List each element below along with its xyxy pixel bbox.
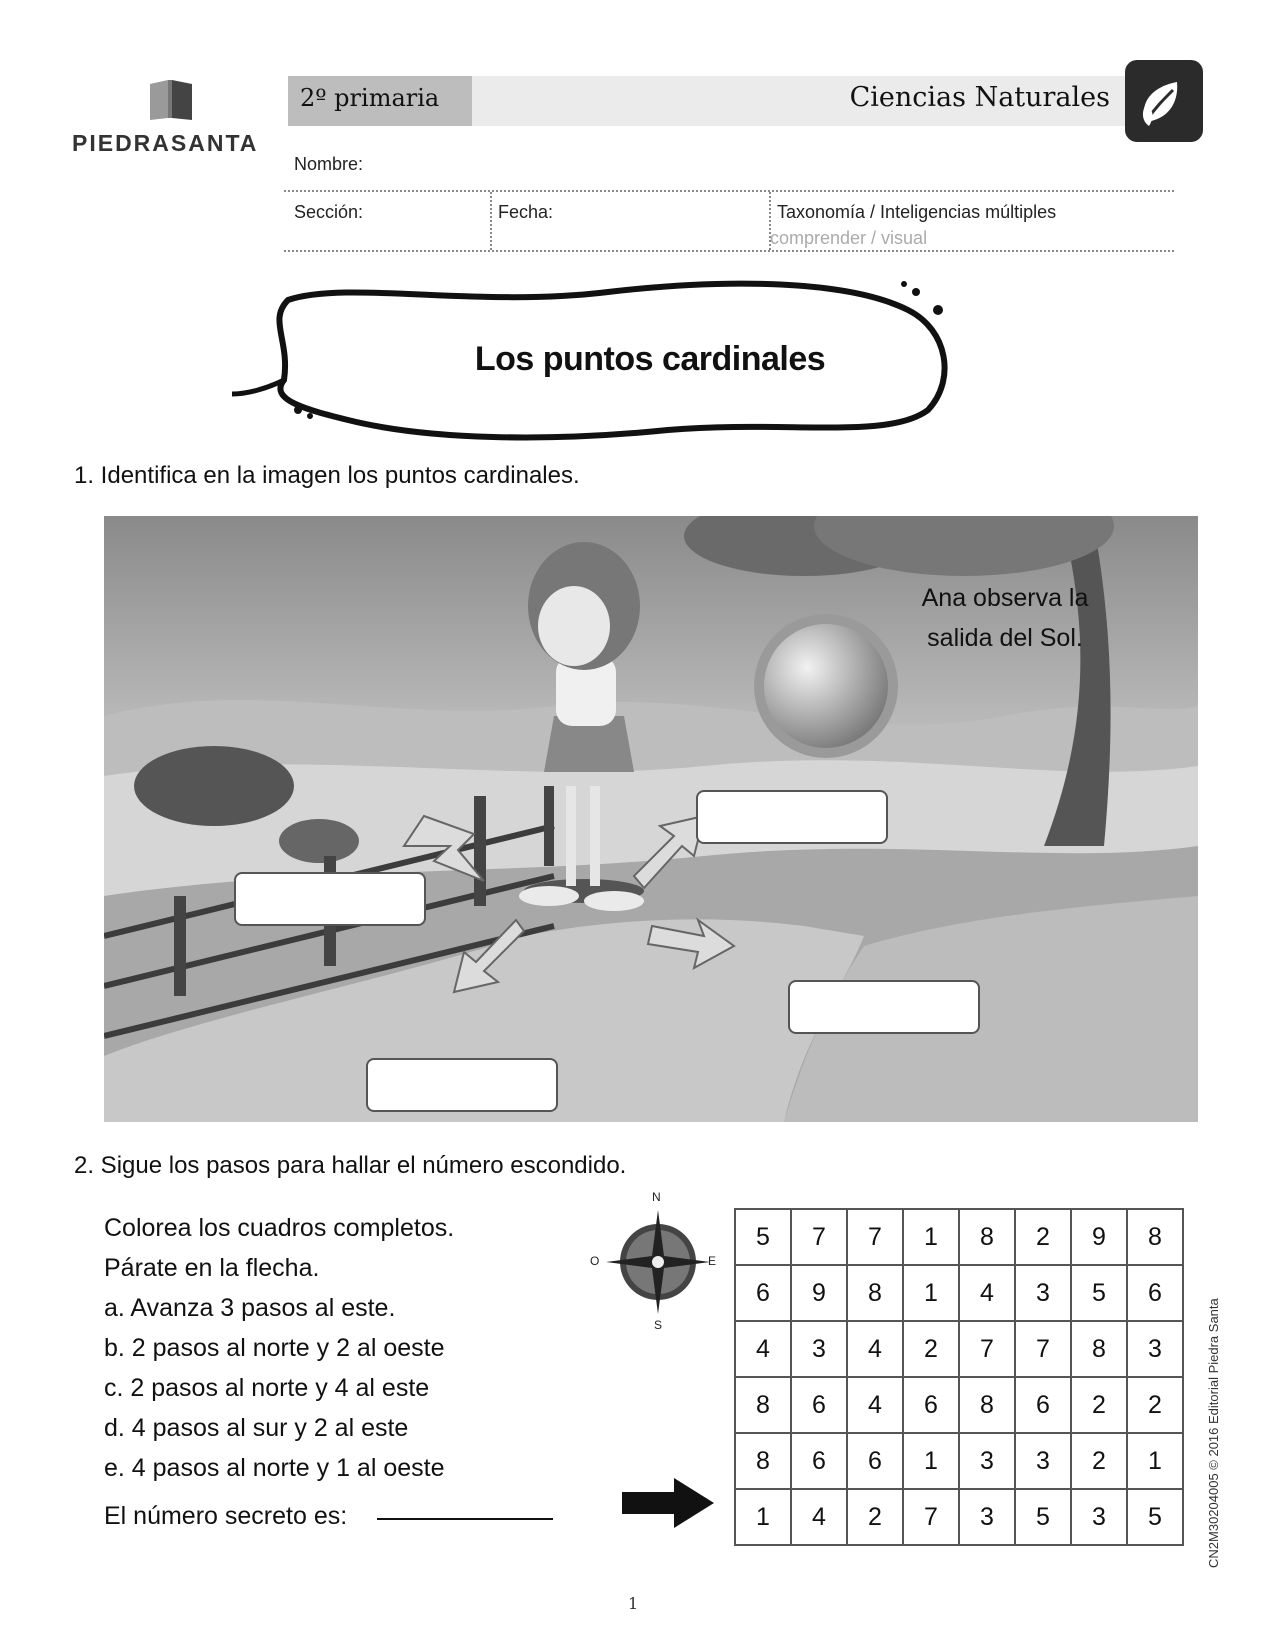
grid-cell[interactable]: 5 <box>735 1209 791 1265</box>
grid-row <box>735 1377 1183 1433</box>
taxonomy-value: comprender / visual <box>770 228 928 248</box>
divider <box>490 192 492 250</box>
grid-cell[interactable]: 6 <box>903 1377 959 1433</box>
grid-cell[interactable]: 8 <box>847 1265 903 1321</box>
grid-cell[interactable]: 4 <box>791 1489 847 1545</box>
leaf-icon <box>1125 60 1203 142</box>
copyright-notice: CN2M30204005 © 2016 Editorial Piedra Santa <box>1206 1298 1221 1568</box>
page-number: 1 <box>628 1594 639 1613</box>
compass-rose-icon <box>598 1200 718 1324</box>
grid-cell[interactable]: 8 <box>735 1377 791 1433</box>
divider <box>284 190 1174 192</box>
grid-cell[interactable]: 2 <box>903 1321 959 1377</box>
publisher-logo-text: PIEDRASANTA <box>72 130 259 156</box>
grid-cell[interactable]: 5 <box>1127 1489 1183 1545</box>
date-label: Fecha: <box>498 202 554 222</box>
secret-number-input[interactable] <box>377 1518 553 1520</box>
grid-cell[interactable]: 6 <box>1015 1377 1071 1433</box>
grid-cell[interactable]: 1 <box>1127 1433 1183 1489</box>
scene-caption: Ana observa la salida del Sol. <box>921 584 1089 652</box>
step-item: Colorea los cuadros completos. <box>104 1214 455 1242</box>
grid-cell[interactable]: 5 <box>1071 1265 1127 1321</box>
question-1: 1. Identifica en la imagen los puntos cardinales. <box>74 462 580 489</box>
grid-cell[interactable]: 8 <box>959 1377 1015 1433</box>
number-grid <box>734 1208 1184 1546</box>
grid-cell[interactable]: 8 <box>1071 1321 1127 1377</box>
grid-cell[interactable]: 4 <box>847 1377 903 1433</box>
grid-cell[interactable]: 3 <box>1127 1321 1183 1377</box>
answer-box-west[interactable] <box>366 1058 558 1112</box>
section-label: Sección: <box>294 202 364 222</box>
publisher-logo-icon <box>146 76 196 122</box>
grid-cell[interactable]: 7 <box>791 1209 847 1265</box>
step-item: b. 2 pasos al norte y 2 al oeste <box>104 1334 445 1362</box>
question-2: 2. Sigue los pasos para hallar el número escondido. <box>74 1152 627 1179</box>
grid-cell[interactable]: 7 <box>847 1209 903 1265</box>
grid-cell[interactable]: 3 <box>1015 1433 1071 1489</box>
grid-cell[interactable]: 3 <box>1071 1489 1127 1545</box>
page-title: Los puntos cardinales <box>474 340 826 378</box>
compass-north-label: N <box>652 1190 661 1204</box>
step-item: e. 4 pasos al norte y 1 al oeste <box>104 1454 445 1482</box>
grid-cell[interactable]: 3 <box>1015 1265 1071 1321</box>
subject-title: Ciencias Naturales <box>849 82 1110 113</box>
grid-cell[interactable]: 3 <box>959 1489 1015 1545</box>
start-arrow-icon <box>622 1478 714 1528</box>
grid-row <box>735 1489 1183 1545</box>
grid-cell[interactable]: 4 <box>959 1265 1015 1321</box>
grid-cell[interactable]: 2 <box>847 1489 903 1545</box>
grid-cell[interactable]: 1 <box>735 1489 791 1545</box>
grid-cell[interactable]: 9 <box>1071 1209 1127 1265</box>
grid-cell[interactable]: 4 <box>735 1321 791 1377</box>
grid-cell[interactable]: 3 <box>959 1433 1015 1489</box>
grid-cell[interactable]: 9 <box>791 1265 847 1321</box>
grid-cell[interactable]: 6 <box>1127 1265 1183 1321</box>
grid-cell[interactable]: 2 <box>1015 1209 1071 1265</box>
answer-box-east[interactable] <box>696 790 888 844</box>
grid-cell[interactable]: 8 <box>959 1209 1015 1265</box>
secret-number-label: El número secreto es: <box>104 1502 348 1530</box>
compass-west-label: O <box>590 1254 600 1268</box>
grid-cell[interactable]: 8 <box>1127 1209 1183 1265</box>
grid-cell[interactable]: 6 <box>847 1433 903 1489</box>
step-item: d. 4 pasos al sur y 2 al este <box>104 1414 409 1442</box>
step-item: Párate en la flecha. <box>104 1254 320 1282</box>
grid-cell[interactable]: 6 <box>735 1265 791 1321</box>
grid-cell[interactable]: 6 <box>791 1433 847 1489</box>
grid-row <box>735 1433 1183 1489</box>
grid-cell[interactable]: 1 <box>903 1209 959 1265</box>
grid-row <box>735 1209 1183 1265</box>
step-item: a. Avanza 3 pasos al este. <box>104 1294 396 1322</box>
grid-row <box>735 1265 1183 1321</box>
taxonomy-label: Taxonomía / Inteligencias múltiples <box>777 202 1057 222</box>
grid-cell[interactable]: 7 <box>903 1489 959 1545</box>
compass-east-label: E <box>708 1254 717 1268</box>
grid-cell[interactable]: 1 <box>903 1433 959 1489</box>
divider <box>284 250 1174 252</box>
name-label: Nombre: <box>294 154 364 174</box>
grid-cell[interactable]: 3 <box>791 1321 847 1377</box>
grid-row <box>735 1321 1183 1377</box>
answer-box-north[interactable] <box>234 872 426 926</box>
grid-cell[interactable]: 5 <box>1015 1489 1071 1545</box>
compass-south-label: S <box>654 1318 663 1332</box>
answer-box-south[interactable] <box>788 980 980 1034</box>
grid-cell[interactable]: 7 <box>959 1321 1015 1377</box>
grid-cell[interactable]: 6 <box>791 1377 847 1433</box>
step-item: c. 2 pasos al norte y 4 al este <box>104 1374 430 1402</box>
steps-list <box>104 1208 454 1536</box>
grid-cell[interactable]: 2 <box>1071 1377 1127 1433</box>
grid-cell[interactable]: 2 <box>1071 1433 1127 1489</box>
grid-cell[interactable]: 8 <box>735 1433 791 1489</box>
grid-cell[interactable]: 7 <box>1015 1321 1071 1377</box>
grid-cell[interactable]: 1 <box>903 1265 959 1321</box>
grid-cell[interactable]: 2 <box>1127 1377 1183 1433</box>
grid-cell[interactable]: 4 <box>847 1321 903 1377</box>
grade-label: 2º primaria <box>300 84 440 112</box>
